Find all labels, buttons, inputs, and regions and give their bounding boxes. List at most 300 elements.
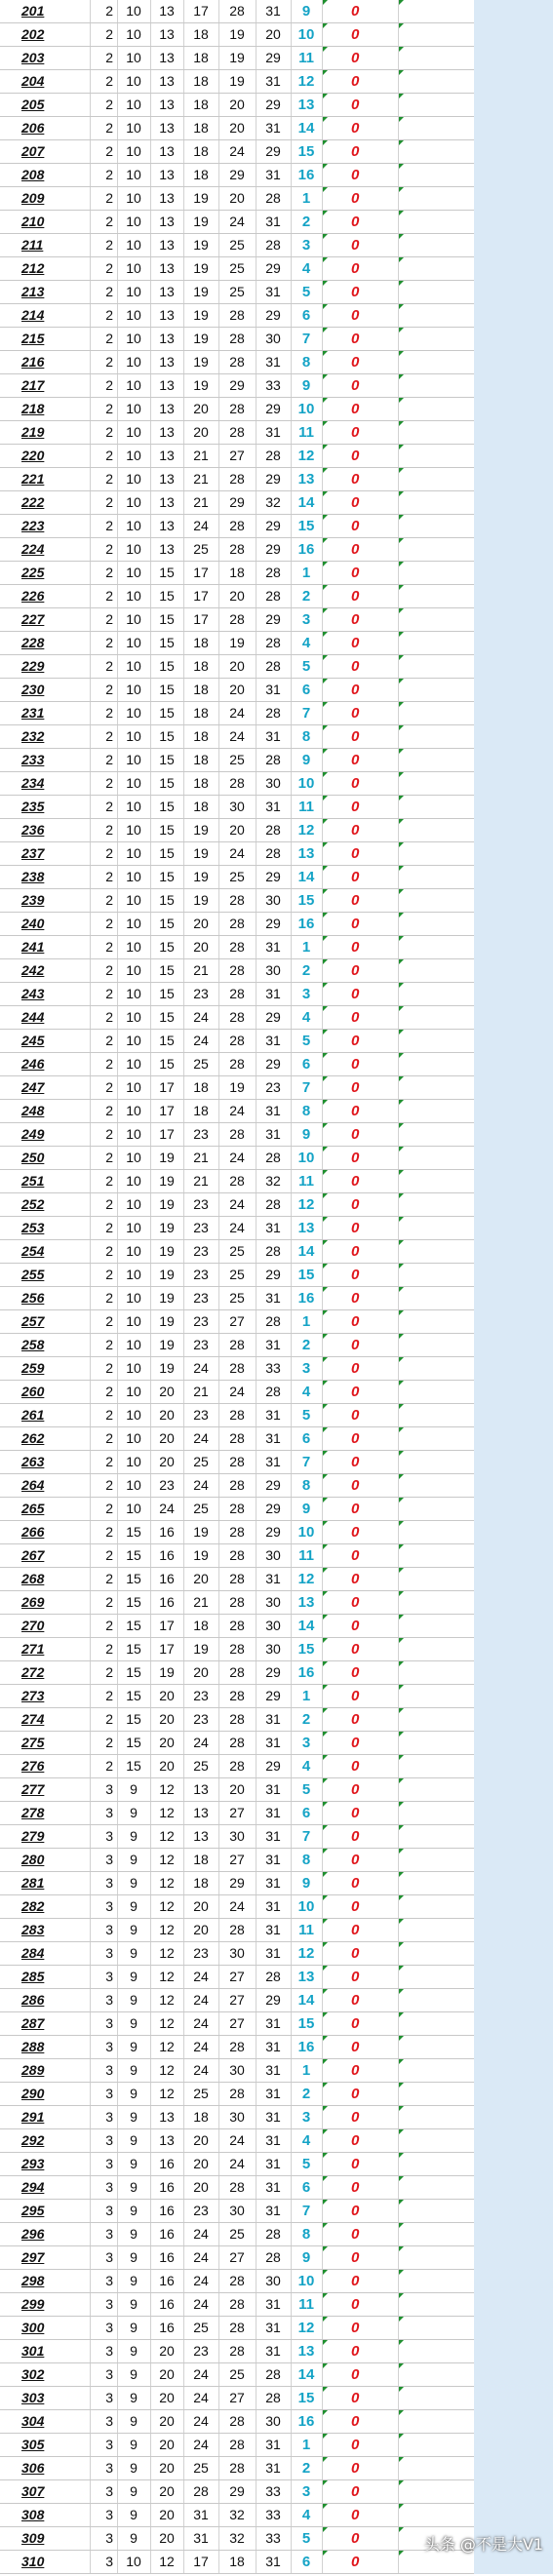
cycle-value[interactable]: 15 [297, 518, 315, 534]
row-number[interactable]: 298 [21, 2273, 45, 2288]
col-b-value[interactable]: 10 [126, 260, 141, 276]
zero-flag[interactable]: 0 [351, 2039, 360, 2055]
highlight-column-cell[interactable] [474, 1123, 553, 1147]
col-d-value[interactable]: 21 [193, 1173, 209, 1189]
empty-cell[interactable] [398, 772, 474, 795]
empty-cell[interactable] [398, 351, 474, 373]
col-f-value[interactable]: 29 [265, 260, 281, 276]
col-c-value[interactable]: 15 [159, 845, 175, 861]
row-number[interactable]: 288 [21, 2039, 45, 2054]
col-e-value[interactable]: 28 [229, 2437, 245, 2452]
col-d-value[interactable]: 24 [193, 1992, 209, 2008]
col-c-value[interactable]: 19 [159, 1220, 175, 1235]
col-c-value[interactable]: 15 [159, 822, 175, 838]
col-c-value[interactable]: 13 [159, 307, 175, 323]
col-d-value[interactable]: 24 [193, 1360, 209, 1376]
col-c-value[interactable]: 17 [159, 1079, 175, 1095]
highlight-column-cell[interactable] [474, 491, 553, 515]
col-a-value[interactable]: 3 [105, 2366, 113, 2382]
empty-cell[interactable] [398, 749, 474, 771]
empty-cell[interactable] [398, 702, 474, 724]
cycle-value[interactable]: 1 [301, 2062, 311, 2079]
empty-cell[interactable] [398, 1966, 474, 1988]
col-b-value[interactable]: 10 [126, 1360, 141, 1376]
empty-cell[interactable] [398, 2223, 474, 2245]
col-d-value[interactable]: 19 [193, 822, 209, 838]
col-c-value[interactable]: 15 [159, 916, 175, 931]
col-c-value[interactable]: 12 [159, 1969, 175, 1984]
empty-cell[interactable] [398, 2012, 474, 2035]
col-c-value[interactable]: 20 [159, 2483, 175, 2499]
col-d-value[interactable]: 13 [193, 1805, 209, 1820]
zero-flag[interactable]: 0 [351, 1547, 360, 1564]
col-e-value[interactable]: 28 [229, 2179, 245, 2195]
col-d-value[interactable]: 23 [193, 986, 209, 1001]
col-f-value[interactable]: 30 [265, 1594, 281, 1610]
zero-flag[interactable]: 0 [351, 1758, 360, 1775]
zero-flag[interactable]: 0 [351, 1430, 360, 1447]
highlight-column-cell[interactable] [474, 398, 553, 421]
row-number[interactable]: 214 [21, 307, 45, 323]
col-b-value[interactable]: 9 [130, 1969, 138, 1984]
zero-flag[interactable]: 0 [351, 2483, 360, 2500]
col-a-value[interactable]: 3 [105, 2132, 113, 2148]
highlight-column-cell[interactable] [474, 304, 553, 328]
empty-cell[interactable] [398, 2246, 474, 2269]
col-c-value[interactable]: 12 [159, 1781, 175, 1797]
zero-flag[interactable]: 0 [351, 3, 360, 20]
cycle-value[interactable]: 6 [301, 2554, 311, 2570]
row-number[interactable]: 245 [21, 1033, 45, 1048]
cycle-value[interactable]: 3 [301, 1360, 311, 1377]
row-number[interactable]: 297 [21, 2249, 45, 2265]
col-b-value[interactable]: 10 [126, 775, 141, 791]
col-b-value[interactable]: 9 [130, 1852, 138, 1867]
row-number[interactable]: 201 [21, 3, 45, 19]
highlight-column-cell[interactable] [474, 1661, 553, 1685]
empty-cell[interactable] [398, 959, 474, 982]
col-e-value[interactable]: 28 [229, 1337, 245, 1352]
row-number[interactable]: 310 [21, 2554, 45, 2569]
zero-flag[interactable]: 0 [351, 1945, 360, 1962]
col-f-value[interactable]: 31 [265, 1711, 281, 1727]
col-b-value[interactable]: 9 [130, 1922, 138, 1937]
highlight-column-cell[interactable] [474, 608, 553, 632]
col-a-value[interactable]: 2 [105, 1243, 113, 1259]
col-f-value[interactable]: 29 [265, 1009, 281, 1025]
col-b-value[interactable]: 9 [130, 1945, 138, 1961]
col-a-value[interactable]: 3 [105, 1898, 113, 1914]
col-e-value[interactable]: 28 [229, 1173, 245, 1189]
highlight-column-cell[interactable] [474, 1732, 553, 1755]
col-e-value[interactable]: 25 [229, 260, 245, 276]
col-d-value[interactable]: 24 [193, 1033, 209, 1048]
col-c-value[interactable]: 16 [159, 2273, 175, 2288]
col-e-value[interactable]: 28 [229, 1524, 245, 1540]
col-b-value[interactable]: 10 [126, 494, 141, 510]
cycle-value[interactable]: 16 [297, 916, 315, 932]
row-number[interactable]: 282 [21, 1898, 45, 1914]
col-a-value[interactable]: 2 [105, 190, 113, 206]
col-a-value[interactable]: 2 [105, 1594, 113, 1610]
empty-cell[interactable] [398, 1825, 474, 1848]
row-number[interactable]: 294 [21, 2179, 45, 2195]
col-d-value[interactable]: 24 [193, 2249, 209, 2265]
col-b-value[interactable]: 10 [126, 1430, 141, 1446]
row-number[interactable]: 206 [21, 120, 45, 136]
highlight-column-cell[interactable] [474, 796, 553, 819]
col-a-value[interactable]: 3 [105, 1969, 113, 1984]
col-e-value[interactable]: 30 [229, 2109, 245, 2125]
zero-flag[interactable]: 0 [351, 986, 360, 1002]
col-a-value[interactable]: 2 [105, 331, 113, 346]
col-d-value[interactable]: 18 [193, 775, 209, 791]
col-e-value[interactable]: 30 [229, 2203, 245, 2218]
col-c-value[interactable]: 19 [159, 1150, 175, 1165]
col-f-value[interactable]: 31 [265, 167, 281, 182]
cycle-value[interactable]: 12 [297, 448, 315, 464]
empty-cell[interactable] [398, 632, 474, 654]
cycle-value[interactable]: 16 [297, 1664, 315, 1681]
highlight-column-cell[interactable] [474, 1966, 553, 1989]
col-a-value[interactable]: 2 [105, 73, 113, 89]
cycle-value[interactable]: 10 [297, 2273, 315, 2289]
col-e-value[interactable]: 24 [229, 1103, 245, 1118]
highlight-column-cell[interactable] [474, 1685, 553, 1708]
col-b-value[interactable]: 9 [130, 2273, 138, 2288]
col-d-value[interactable]: 24 [193, 2437, 209, 2452]
zero-flag[interactable]: 0 [351, 1594, 360, 1611]
col-c-value[interactable]: 16 [159, 2226, 175, 2242]
empty-cell[interactable] [398, 187, 474, 210]
col-d-value[interactable]: 18 [193, 26, 209, 42]
col-f-value[interactable]: 31 [265, 3, 281, 19]
cycle-value[interactable]: 4 [301, 260, 311, 277]
col-a-value[interactable]: 3 [105, 1992, 113, 2008]
col-d-value[interactable]: 24 [193, 2390, 209, 2405]
row-number[interactable]: 266 [21, 1524, 45, 1540]
zero-flag[interactable]: 0 [351, 1875, 360, 1892]
col-b-value[interactable]: 10 [126, 541, 141, 557]
col-c-value[interactable]: 15 [159, 892, 175, 908]
col-b-value[interactable]: 10 [126, 1290, 141, 1306]
col-d-value[interactable]: 24 [193, 2015, 209, 2031]
cycle-value[interactable]: 14 [297, 1243, 315, 1260]
col-e-value[interactable]: 24 [229, 143, 245, 159]
col-d-value[interactable]: 17 [193, 3, 209, 19]
col-e-value[interactable]: 28 [229, 518, 245, 533]
col-b-value[interactable]: 10 [126, 354, 141, 370]
empty-cell[interactable] [398, 585, 474, 607]
col-f-value[interactable]: 31 [265, 2203, 281, 2218]
col-c-value[interactable]: 13 [159, 73, 175, 89]
col-f-value[interactable]: 33 [265, 1360, 281, 1376]
col-d-value[interactable]: 21 [193, 471, 209, 487]
col-a-value[interactable]: 2 [105, 1033, 113, 1048]
col-c-value[interactable]: 12 [159, 2554, 175, 2569]
col-a-value[interactable]: 2 [105, 50, 113, 65]
highlight-column-cell[interactable] [474, 1217, 553, 1240]
highlight-column-cell[interactable] [474, 2434, 553, 2457]
col-a-value[interactable]: 2 [105, 1641, 113, 1657]
col-b-value[interactable]: 9 [130, 2366, 138, 2382]
highlight-column-cell[interactable] [474, 1287, 553, 1310]
row-number[interactable]: 253 [21, 1220, 45, 1235]
cycle-value[interactable]: 5 [301, 1407, 311, 1424]
zero-flag[interactable]: 0 [351, 822, 360, 839]
col-a-value[interactable]: 2 [105, 1407, 113, 1423]
col-a-value[interactable]: 2 [105, 1150, 113, 1165]
highlight-column-cell[interactable] [474, 1755, 553, 1778]
col-d-value[interactable]: 18 [193, 143, 209, 159]
col-f-value[interactable]: 31 [265, 1852, 281, 1867]
col-b-value[interactable]: 10 [126, 682, 141, 697]
col-e-value[interactable]: 28 [229, 1501, 245, 1516]
cycle-value[interactable]: 11 [298, 799, 314, 815]
empty-cell[interactable] [398, 1006, 474, 1029]
highlight-column-cell[interactable] [474, 2012, 553, 2036]
cycle-value[interactable]: 15 [297, 143, 315, 160]
highlight-column-cell[interactable] [474, 234, 553, 257]
row-number[interactable]: 249 [21, 1126, 45, 1142]
row-number[interactable]: 299 [21, 2296, 45, 2312]
col-c-value[interactable]: 19 [159, 1267, 175, 1282]
col-b-value[interactable]: 9 [130, 2039, 138, 2054]
col-f-value[interactable]: 28 [265, 822, 281, 838]
col-a-value[interactable]: 2 [105, 1477, 113, 1493]
row-number[interactable]: 286 [21, 1992, 45, 2008]
highlight-column-cell[interactable] [474, 1989, 553, 2012]
zero-flag[interactable]: 0 [351, 541, 360, 558]
zero-flag[interactable]: 0 [351, 1992, 360, 2009]
empty-cell[interactable] [398, 1381, 474, 1403]
col-d-value[interactable]: 23 [193, 2343, 209, 2359]
row-number[interactable]: 256 [21, 1290, 45, 1306]
col-e-value[interactable]: 30 [229, 1945, 245, 1961]
col-f-value[interactable]: 28 [265, 565, 281, 580]
col-d-value[interactable]: 23 [193, 1945, 209, 1961]
empty-cell[interactable] [398, 211, 474, 233]
empty-cell[interactable] [398, 2434, 474, 2456]
col-e-value[interactable]: 20 [229, 120, 245, 136]
col-c-value[interactable]: 15 [159, 869, 175, 884]
col-c-value[interactable]: 16 [159, 2296, 175, 2312]
col-b-value[interactable]: 10 [126, 1477, 141, 1493]
highlight-column-cell[interactable] [474, 1802, 553, 1825]
col-c-value[interactable]: 17 [159, 1103, 175, 1118]
col-e-value[interactable]: 29 [229, 1875, 245, 1891]
highlight-column-cell[interactable] [474, 959, 553, 983]
zero-flag[interactable]: 0 [351, 1056, 360, 1073]
col-f-value[interactable]: 28 [265, 588, 281, 604]
col-c-value[interactable]: 12 [159, 1852, 175, 1867]
col-b-value[interactable]: 10 [126, 377, 141, 393]
col-b-value[interactable]: 9 [130, 1898, 138, 1914]
col-f-value[interactable]: 31 [265, 1922, 281, 1937]
row-number[interactable]: 238 [21, 869, 45, 884]
col-c-value[interactable]: 20 [159, 2437, 175, 2452]
col-a-value[interactable]: 2 [105, 962, 113, 978]
col-c-value[interactable]: 15 [159, 705, 175, 721]
highlight-column-cell[interactable] [474, 94, 553, 117]
col-f-value[interactable]: 31 [265, 2179, 281, 2195]
highlight-column-cell[interactable] [474, 842, 553, 866]
zero-flag[interactable]: 0 [351, 1711, 360, 1728]
cycle-value[interactable]: 4 [301, 635, 311, 651]
zero-flag[interactable]: 0 [351, 354, 360, 371]
col-c-value[interactable]: 17 [159, 1126, 175, 1142]
col-b-value[interactable]: 10 [126, 73, 141, 89]
cycle-value[interactable]: 9 [301, 2249, 311, 2266]
col-f-value[interactable]: 31 [265, 1290, 281, 1306]
col-b-value[interactable]: 10 [126, 939, 141, 955]
col-b-value[interactable]: 15 [126, 1688, 141, 1703]
col-c-value[interactable]: 20 [159, 2366, 175, 2382]
cycle-value[interactable]: 11 [298, 424, 314, 441]
col-d-value[interactable]: 25 [193, 1454, 209, 1469]
empty-cell[interactable] [398, 281, 474, 303]
col-e-value[interactable]: 28 [229, 1922, 245, 1937]
zero-flag[interactable]: 0 [351, 1407, 360, 1424]
col-e-value[interactable]: 28 [229, 1547, 245, 1563]
col-f-value[interactable]: 29 [265, 1477, 281, 1493]
row-number[interactable]: 204 [21, 73, 45, 89]
col-a-value[interactable]: 3 [105, 2203, 113, 2218]
col-c-value[interactable]: 23 [159, 1477, 175, 1493]
col-a-value[interactable]: 2 [105, 354, 113, 370]
row-number[interactable]: 211 [21, 237, 44, 253]
zero-flag[interactable]: 0 [351, 2530, 360, 2547]
col-b-value[interactable]: 9 [130, 2296, 138, 2312]
empty-cell[interactable] [398, 234, 474, 256]
col-b-value[interactable]: 15 [126, 1524, 141, 1540]
col-d-value[interactable]: 24 [193, 1735, 209, 1750]
row-number[interactable]: 296 [21, 2226, 45, 2242]
col-f-value[interactable]: 31 [265, 2109, 281, 2125]
col-d-value[interactable]: 18 [193, 682, 209, 697]
cycle-value[interactable]: 4 [301, 2132, 311, 2149]
col-f-value[interactable]: 31 [265, 2156, 281, 2171]
col-a-value[interactable]: 2 [105, 284, 113, 299]
col-b-value[interactable]: 9 [130, 2437, 138, 2452]
highlight-column-cell[interactable] [474, 445, 553, 468]
empty-cell[interactable] [398, 164, 474, 186]
cycle-value[interactable]: 11 [298, 1922, 314, 1938]
empty-cell[interactable] [398, 1661, 474, 1684]
zero-flag[interactable]: 0 [351, 2249, 360, 2266]
col-d-value[interactable]: 19 [193, 190, 209, 206]
highlight-column-cell[interactable] [474, 328, 553, 351]
col-e-value[interactable]: 28 [229, 1664, 245, 1680]
row-number[interactable]: 216 [21, 354, 45, 370]
col-e-value[interactable]: 28 [229, 775, 245, 791]
col-d-value[interactable]: 23 [193, 1290, 209, 1306]
zero-flag[interactable]: 0 [351, 1828, 360, 1845]
cycle-value[interactable]: 14 [297, 120, 315, 137]
col-d-value[interactable]: 25 [193, 1056, 209, 1072]
empty-cell[interactable] [398, 1895, 474, 1918]
col-f-value[interactable]: 31 [265, 1781, 281, 1797]
col-d-value[interactable]: 19 [193, 237, 209, 253]
col-c-value[interactable]: 13 [159, 50, 175, 65]
row-number[interactable]: 295 [21, 2203, 45, 2218]
cycle-value[interactable]: 5 [301, 1033, 311, 1049]
empty-cell[interactable] [398, 257, 474, 280]
highlight-column-cell[interactable] [474, 2480, 553, 2504]
col-a-value[interactable]: 3 [105, 2296, 113, 2312]
col-f-value[interactable]: 30 [265, 892, 281, 908]
col-f-value[interactable]: 28 [265, 237, 281, 253]
zero-flag[interactable]: 0 [351, 307, 360, 324]
col-d-value[interactable]: 21 [193, 448, 209, 463]
col-a-value[interactable]: 3 [105, 2554, 113, 2569]
highlight-column-cell[interactable] [474, 2059, 553, 2083]
cycle-value[interactable]: 10 [297, 1524, 315, 1541]
row-number[interactable]: 308 [21, 2507, 45, 2522]
col-e-value[interactable]: 28 [229, 2273, 245, 2288]
col-a-value[interactable]: 3 [105, 1852, 113, 1867]
col-e-value[interactable]: 20 [229, 682, 245, 697]
zero-flag[interactable]: 0 [351, 377, 360, 394]
col-a-value[interactable]: 2 [105, 471, 113, 487]
col-c-value[interactable]: 20 [159, 2390, 175, 2405]
col-c-value[interactable]: 13 [159, 377, 175, 393]
cycle-value[interactable]: 15 [297, 1267, 315, 1283]
col-e-value[interactable]: 20 [229, 588, 245, 604]
cycle-value[interactable]: 12 [297, 73, 315, 90]
zero-flag[interactable]: 0 [351, 1524, 360, 1541]
zero-flag[interactable]: 0 [351, 471, 360, 488]
col-f-value[interactable]: 30 [265, 1618, 281, 1633]
row-number[interactable]: 252 [21, 1196, 45, 1212]
cycle-value[interactable]: 8 [301, 1103, 311, 1119]
col-f-value[interactable]: 28 [265, 448, 281, 463]
highlight-column-cell[interactable] [474, 1591, 553, 1615]
col-b-value[interactable]: 15 [126, 1594, 141, 1610]
cycle-value[interactable]: 6 [301, 307, 311, 324]
col-b-value[interactable]: 10 [126, 3, 141, 19]
col-d-value[interactable]: 18 [193, 705, 209, 721]
cycle-value[interactable]: 2 [301, 1711, 311, 1728]
col-d-value[interactable]: 18 [193, 635, 209, 650]
empty-cell[interactable] [398, 0, 474, 22]
cycle-value[interactable]: 13 [297, 97, 315, 113]
col-a-value[interactable]: 3 [105, 2015, 113, 2031]
zero-flag[interactable]: 0 [351, 939, 360, 956]
col-d-value[interactable]: 23 [193, 1126, 209, 1142]
col-d-value[interactable]: 24 [193, 1969, 209, 1984]
col-c-value[interactable]: 12 [159, 2062, 175, 2078]
col-c-value[interactable]: 13 [159, 260, 175, 276]
row-number[interactable]: 267 [21, 1547, 45, 1563]
highlight-column-cell[interactable] [474, 1498, 553, 1521]
col-e-value[interactable]: 27 [229, 1852, 245, 1867]
col-a-value[interactable]: 2 [105, 939, 113, 955]
row-number[interactable]: 234 [21, 775, 45, 791]
zero-flag[interactable]: 0 [351, 1009, 360, 1026]
col-d-value[interactable]: 23 [193, 1688, 209, 1703]
highlight-column-cell[interactable] [474, 47, 553, 70]
zero-flag[interactable]: 0 [351, 1033, 360, 1049]
row-number[interactable]: 246 [21, 1056, 45, 1072]
col-c-value[interactable]: 20 [159, 1454, 175, 1469]
col-c-value[interactable]: 13 [159, 26, 175, 42]
cycle-value[interactable]: 5 [301, 1781, 311, 1798]
col-b-value[interactable]: 9 [130, 2109, 138, 2125]
col-d-value[interactable]: 20 [193, 939, 209, 955]
highlight-column-cell[interactable] [474, 1381, 553, 1404]
highlight-column-cell[interactable] [474, 1100, 553, 1123]
